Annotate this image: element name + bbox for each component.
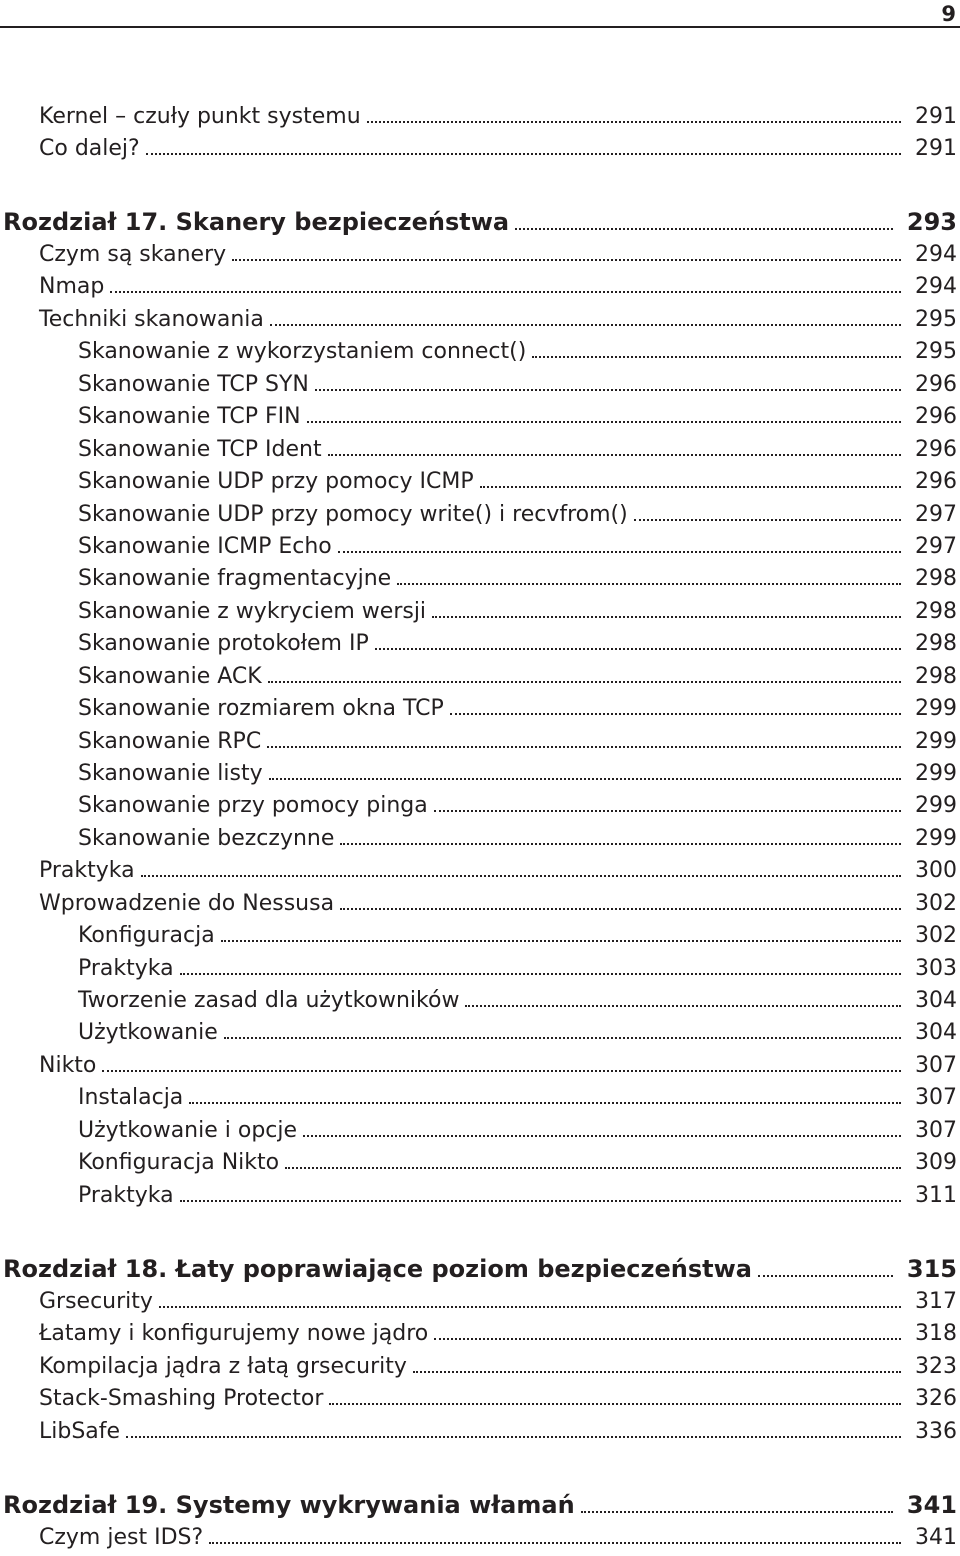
toc-entry-page: 298 (915, 599, 957, 624)
toc-entry-page: 294 (915, 274, 957, 299)
toc-entry-page: 341 (915, 1525, 957, 1550)
dot-leader (375, 648, 901, 650)
dot-leader (267, 746, 901, 748)
header-rule (0, 26, 960, 28)
dot-leader (285, 1167, 901, 1169)
toc-entry-page: 297 (915, 502, 957, 527)
toc-entry-page: 294 (915, 242, 957, 267)
toc-entry-title: Skanowanie protokołem IP (78, 631, 369, 656)
toc-entry-page: 341 (906, 1491, 957, 1519)
toc-entry-page: 298 (915, 631, 957, 656)
toc-entry-page: 311 (915, 1183, 957, 1208)
toc-entry-page: 298 (915, 664, 957, 689)
toc-entry (78, 956, 957, 981)
toc-entry-title: Praktyka (78, 956, 174, 981)
dot-leader (515, 228, 893, 230)
toc-entry-page: 299 (915, 729, 957, 754)
toc-entry-title: Skanowanie z wykryciem wersji (78, 599, 427, 624)
toc-entry-page: 299 (915, 696, 957, 721)
toc-entry-title: Kernel – czuły punkt systemu (39, 104, 361, 129)
dot-leader (224, 1037, 901, 1039)
toc-entry-title: Nikto (39, 1053, 97, 1078)
dot-leader (432, 616, 901, 618)
dot-leader (146, 153, 901, 155)
toc-entry-page: 296 (915, 372, 957, 397)
toc-entry (78, 1118, 957, 1143)
dot-leader (328, 454, 901, 456)
toc-entry (78, 566, 957, 591)
toc-entry-title: Grsecurity (39, 1289, 153, 1314)
dot-leader (268, 681, 901, 683)
toc-entry-page: 293 (906, 208, 957, 236)
dot-leader (329, 1403, 901, 1405)
toc-entry (39, 1354, 957, 1379)
toc-entry-page: 302 (915, 923, 957, 948)
toc-entry-page: 291 (915, 104, 957, 129)
toc-entry-page: 296 (915, 437, 957, 462)
toc-entry-title: Skanowanie UDP przy pomocy ICMP (78, 469, 474, 494)
toc-entry (78, 534, 957, 559)
dot-leader (450, 713, 901, 715)
toc-entry-page: 326 (915, 1386, 957, 1411)
toc-entry (78, 1183, 957, 1208)
toc-entry (78, 372, 957, 397)
toc-entry (78, 599, 957, 624)
dot-leader (634, 519, 901, 521)
dot-leader (465, 1005, 901, 1007)
toc-entry-title: Skanowanie bezczynne (78, 826, 335, 851)
toc-entry-title: Skanowanie z wykorzystaniem connect() (78, 339, 527, 364)
toc-chapter-entry (3, 208, 957, 236)
dot-leader (532, 356, 901, 358)
toc-entry-page: 297 (915, 534, 957, 559)
toc-entry (78, 826, 957, 851)
toc-entry-title: Użytkowanie (78, 1020, 218, 1045)
toc-entry (39, 1386, 957, 1411)
dot-leader (180, 973, 901, 975)
dot-leader (397, 583, 901, 585)
dot-leader (758, 1275, 893, 1277)
toc-entry (78, 339, 957, 364)
toc-entry (78, 469, 957, 494)
toc-entry (39, 274, 957, 299)
dot-leader (367, 121, 901, 123)
toc-entry-page: 296 (915, 469, 957, 494)
dot-leader (110, 291, 901, 293)
toc-entry-title: Co dalej? (39, 136, 140, 161)
toc-entry-title: Skanowanie TCP SYN (78, 372, 309, 397)
toc-entry (39, 104, 957, 129)
toc-entry-page: 299 (915, 826, 957, 851)
dot-leader (221, 940, 901, 942)
dot-leader (338, 551, 901, 553)
toc-entry-page: 336 (915, 1419, 957, 1444)
toc-entry-title: Wprowadzenie do Nessusa (39, 891, 335, 916)
toc-entry (78, 761, 957, 786)
toc-entry-title: LibSafe (39, 1419, 121, 1444)
toc-entry-page: 295 (915, 339, 957, 364)
toc-entry-page: 302 (915, 891, 957, 916)
toc-entry-page: 309 (915, 1150, 957, 1175)
toc-entry-title: Tworzenie zasad dla użytkowników (78, 988, 460, 1013)
toc-entry-title: Czym jest IDS? (39, 1525, 204, 1550)
toc-entry (39, 307, 957, 332)
toc-entry-page: 317 (915, 1289, 957, 1314)
toc-entry-title: Techniki skanowania (39, 307, 264, 332)
dot-leader (189, 1102, 901, 1104)
toc-chapter-entry (3, 1491, 957, 1519)
dot-leader (232, 259, 901, 261)
toc-entry-title: Konfiguracja Nikto (78, 1150, 280, 1175)
toc-entry-title: Skanowanie UDP przy pomocy write() i recvfrom() (78, 502, 628, 527)
dot-leader (269, 778, 901, 780)
toc-entry (78, 1085, 957, 1110)
toc-entry-page: 299 (915, 761, 957, 786)
dot-leader (315, 389, 901, 391)
dot-leader (126, 1436, 901, 1438)
toc-entry-title: Łatamy i konfigurujemy nowe jądro (39, 1321, 429, 1346)
toc-entry-page: 298 (915, 566, 957, 591)
toc-entry (78, 1150, 957, 1175)
toc-entry-title: Nmap (39, 274, 105, 299)
toc-entry (39, 242, 957, 267)
toc-entry (39, 1525, 957, 1550)
toc-entry (78, 729, 957, 754)
dot-leader (434, 1338, 901, 1340)
toc-entry (78, 664, 957, 689)
dot-leader (434, 810, 901, 812)
toc-entry-title: Skanowanie ICMP Echo (78, 534, 332, 559)
toc-entry (39, 1289, 957, 1314)
dot-leader (340, 908, 901, 910)
toc-entry (78, 437, 957, 462)
toc-entry-page: 315 (906, 1255, 957, 1283)
toc-entry (78, 404, 957, 429)
toc-entry-page: 318 (915, 1321, 957, 1346)
toc-entry-title: Rozdział 19. Systemy wykrywania włamań (3, 1491, 575, 1519)
dot-leader (102, 1070, 901, 1072)
dot-leader (303, 1135, 901, 1137)
toc-entry (39, 858, 957, 883)
toc-entry-title: Rozdział 18. Łaty poprawiające poziom bezpieczeństwa (3, 1255, 752, 1283)
dot-leader (307, 421, 901, 423)
toc-entry-title: Praktyka (78, 1183, 174, 1208)
dot-leader (581, 1511, 893, 1513)
toc-entry-title: Skanowanie rozmiarem okna TCP (78, 696, 444, 721)
toc-entry (78, 696, 957, 721)
dot-leader (340, 843, 901, 845)
page-number: 9 (941, 2, 956, 26)
toc-entry (39, 136, 957, 161)
toc-entry (39, 1321, 957, 1346)
toc-entry-title: Stack-Smashing Protector (39, 1386, 324, 1411)
dot-leader (209, 1542, 901, 1544)
toc-entry (78, 1020, 957, 1045)
toc-entry-page: 300 (915, 858, 957, 883)
toc-entry (39, 1419, 957, 1444)
toc-entry-page: 307 (915, 1118, 957, 1143)
dot-leader (180, 1200, 901, 1202)
dot-leader (159, 1306, 901, 1308)
toc-entry-title: Użytkowanie i opcje (78, 1118, 298, 1143)
toc-entry (78, 502, 957, 527)
toc-entry-page: 307 (915, 1085, 957, 1110)
toc-entry-title: Praktyka (39, 858, 135, 883)
toc-entry-title: Konfiguracja (78, 923, 215, 948)
toc-entry-title: Kompilacja jądra z łatą grsecurity (39, 1354, 407, 1379)
toc-entry-page: 307 (915, 1053, 957, 1078)
dot-leader (480, 486, 901, 488)
toc-entry-title: Skanowanie przy pomocy pinga (78, 793, 428, 818)
toc-entry-page: 304 (915, 1020, 957, 1045)
toc-entry-page: 303 (915, 956, 957, 981)
toc-entry-title: Czym są skanery (39, 242, 227, 267)
toc-entry (78, 631, 957, 656)
toc-entry-page: 291 (915, 136, 957, 161)
toc-entry-page: 299 (915, 793, 957, 818)
toc-entry-title: Rozdział 17. Skanery bezpieczeństwa (3, 208, 510, 236)
toc-entry (39, 1053, 957, 1078)
toc-entry (39, 891, 957, 916)
toc-entry-page: 295 (915, 307, 957, 332)
toc-entry-title: Skanowanie listy (78, 761, 263, 786)
toc-entry-title: Skanowanie ACK (78, 664, 262, 689)
dot-leader (141, 875, 901, 877)
toc-entry-title: Skanowanie fragmentacyjne (78, 566, 392, 591)
toc-entry-title: Instalacja (78, 1085, 184, 1110)
toc-entry-title: Skanowanie TCP FIN (78, 404, 301, 429)
toc-entry-title: Skanowanie TCP Ident (78, 437, 322, 462)
toc-entry (78, 793, 957, 818)
dot-leader (270, 324, 901, 326)
toc-entry (78, 988, 957, 1013)
dot-leader (413, 1371, 901, 1373)
toc-entry-title: Skanowanie RPC (78, 729, 262, 754)
toc-entry-page: 296 (915, 404, 957, 429)
toc-chapter-entry (3, 1255, 957, 1283)
toc-entry-page: 304 (915, 988, 957, 1013)
toc-entry-page: 323 (915, 1354, 957, 1379)
toc-entry (78, 923, 957, 948)
